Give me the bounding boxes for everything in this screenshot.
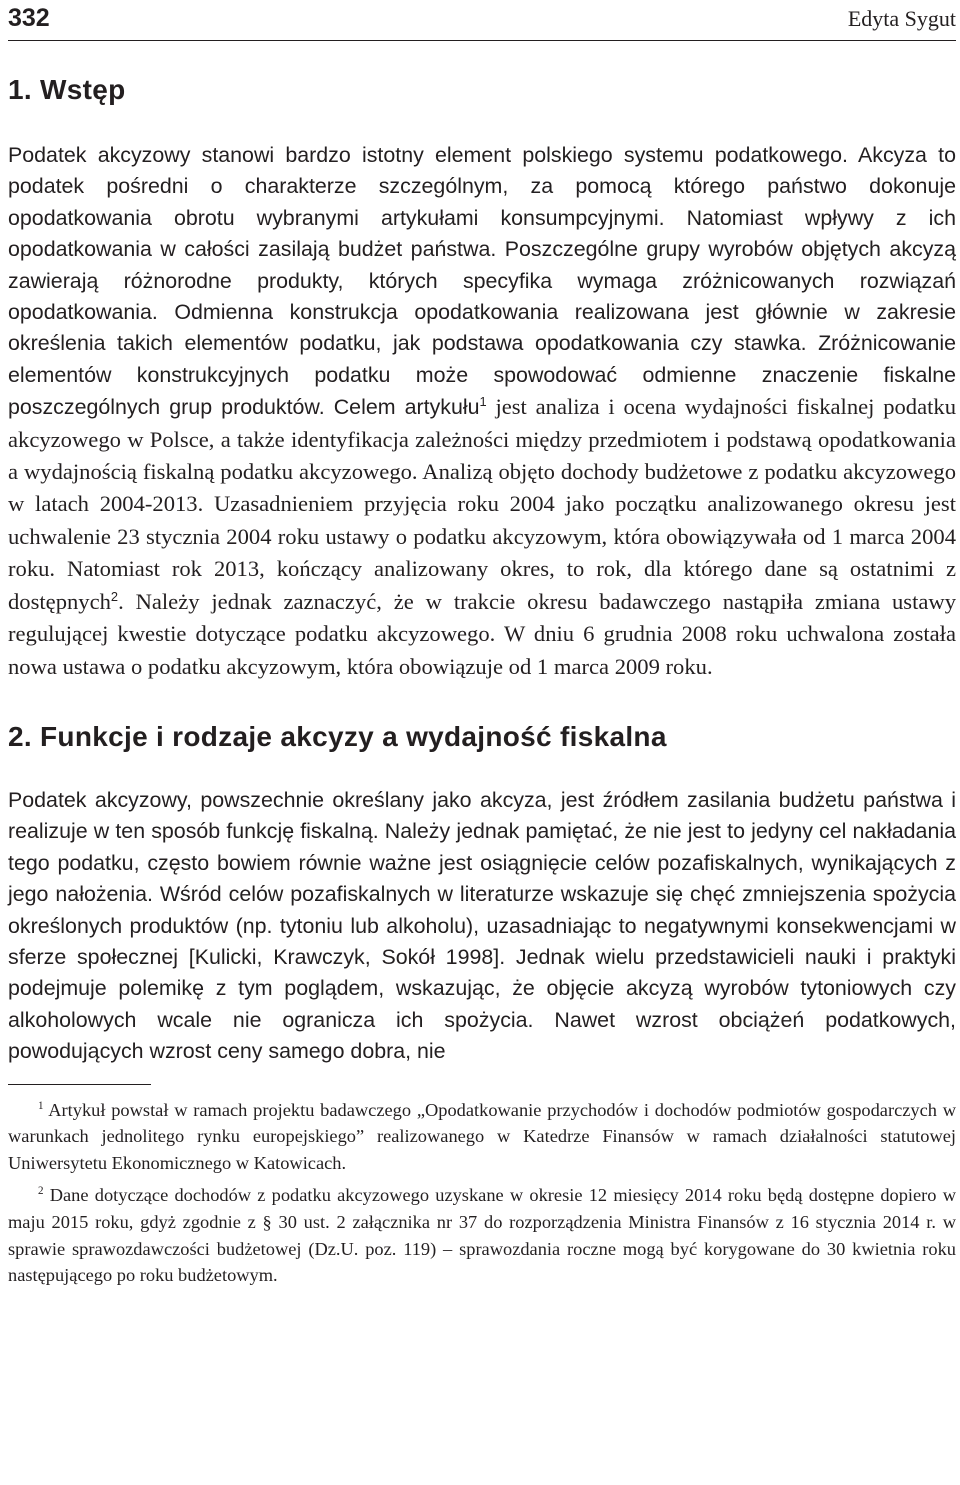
running-head [8,0,956,41]
section-heading-introduction: 1. Wstęp [8,74,126,105]
footnote-reference-2[interactable]: 2 [110,588,119,604]
footnote-marker-1: 1 [38,1099,44,1112]
running-head-author: Edyta Sygut [847,6,956,31]
footnotes [8,1097,956,1289]
functions-paragraph: Podatek akcyzowy, powszechnie określany jako akcyza, jest źródłem zasilania budżetu państwa i realizuje w ten sposób funkcję fiskalną. Należy jednak pamiętać, że nie jest to jedyny cel nakładania tego podatku, często bowiem równie ważne jest osiągnięcie celów pozafiskalnych, wynikających z jego nałożenia. Wśród celów pozafiskalnych w literaturze wskazuje się chęć zmniejszenia spożycia określonych produktów (np. tytoniu lub alkoholu), uzasadniając to negatywnymi konsekwencjami w sferze społecznej [Kulicki, Krawczyk, Sokół 1998]. Jednak wielu przedstawicieli nauki i praktyki podejmuje polemikę z tym poglądem, wskazując, że objęcie akcyzą wyrobów tytoniowych czy alkoholowych wcale nie ogranicza ich spożycia. Nawet wzrost obciążeń podatkowych, powodujących wzrost ceny samego dobra, nie [8,787,956,1064]
footnote-marker-2: 2 [38,1185,44,1198]
footnote-1 [8,1097,956,1177]
introduction-text-part2: jest analiza i ocena wydajności fiskalnej podatku akcyzowego w Polsce, a także identyfikacja zależności między przedmiotem i podstawą opodatkowania a wydajnością fiskalną podatku akcyzowego. Analizą objęto dochody budżetowe z podatku akcyzowego w latach 2004-2013. Uzasadnieniem przyjęcia roku 2004 jako początku analizowanego okresu jest uchwalenie 23 stycznia 2004 roku ustawy o podatku akcyzowym, która obowiązywała od 1 marca 2004 roku. Natomiast rok 2013, kończący analizowany okres, to rok, dla którego dane są ostatnimi z dostępnych [8,394,956,614]
footnote-reference-1[interactable]: 1 [479,394,487,410]
page [8,0,956,1295]
section-heading-functions: 2. Funkcje i rodzaje akcyzy a wydajność fiskalna [8,720,667,752]
footnote-2-text: Dane dotyczące dochodów z podatku akcyzowego uzyskane w okresie 12 miesięcy 2014 roku będą dostępne dopiero w maju 2015 roku, gdyż zgodnie z § 30 ust. 2 załącznika nr 37 do rozporządzenia Ministra Finansów z 16 stycznia 2014 r. w sprawie sprawozdawczości budżetowej (Dz.U. poz. 119) – sprawozdania roczne mogą być korygowane do 30 kwietnia roku następującego po roku budżetowym. [8,1185,956,1286]
page-number: 332 [8,4,50,32]
footnote-2 [8,1182,956,1288]
introduction-text-part1: Podatek akcyzowy stanowi bardzo istotny element polskiego systemu podatkowego. Akcyza to podatek pośredni o charakterze szczególnym, za pomocą którego państwo dokonuje opodatkowania obrotu wybranymi artykułami konsumpcyjnymi. Natomiast wpływy z ich opodatkowania w całości zasilają budżet państwa. Poszczególne grupy wyrobów objętych akcyzą zawierają różnorodne produkty, których specyfika wymaga zróżnicowanych rozwiązań opodatkowania. Odmienna konstrukcja opodatkowania realizowana jest głównie w zakresie określenia takich elementów podatku, jak podstawa opodatkowania czy stawka. Zróżnicowanie elementów konstrukcyjnych podatku może spowodować odmienne znaczenie fiskalne poszczególnych grup produktów. Celem artykułu [8,143,956,420]
introduction-text-part3: . Należy jednak zaznaczyć, że w trakcie okresu badawczego nastąpiła zmiana ustawy regulującej kwestie dotyczące podatku akcyzowego. W dniu 6 grudnia 2008 roku uchwalona została nowa ustawa o podatku akcyzowym, która obowiązuje od 1 marca 2009 roku. [8,588,956,679]
footnote-separator [8,1084,151,1085]
footnote-1-text: Artykuł powstał w ramach projektu badawczego „Opodatkowanie przychodów i dochodów podmiotów gospodarczych w warunkach jednolitego rynku europejskiego” realizowanego w Katedrze Finansów w ramach działalności statutowej Uniwersytetu Ekonomicznego w Katowicach. [8,1099,956,1173]
introduction-paragraph [8,140,956,683]
